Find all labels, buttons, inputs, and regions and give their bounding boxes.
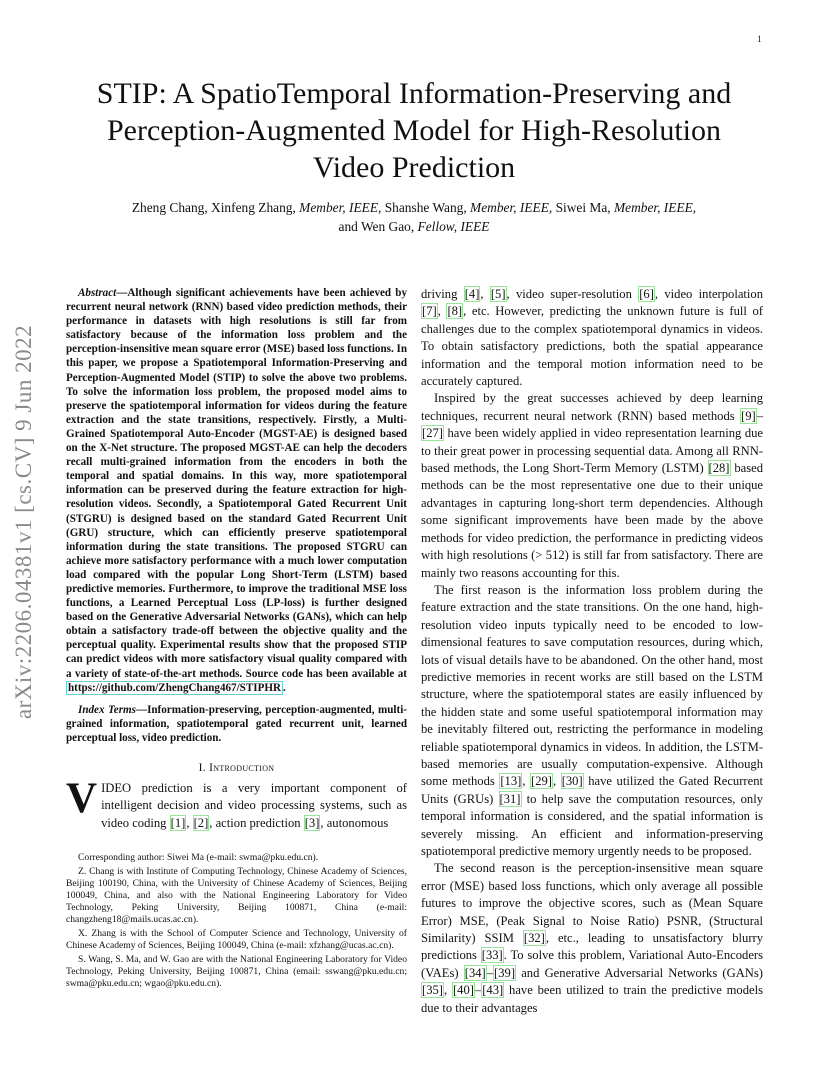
citation[interactable]: [31] — [499, 791, 521, 806]
arxiv-identifier: arXiv:2206.04381v1 [cs.CV] 9 Jun 2022 — [11, 324, 37, 720]
citation[interactable]: [34] — [464, 965, 486, 980]
abstract — [66, 286, 407, 695]
citation[interactable]: [43] — [482, 983, 504, 998]
author-names: and Wen Gao, — [338, 219, 418, 234]
author-list — [70, 198, 758, 236]
right-column — [421, 286, 763, 1017]
body-text: have been utilized to train the predictive models due to their advantages — [421, 983, 764, 1015]
abstract-text: —Although significant achievements have been achieved by recurrent neural network (RNN) based video prediction methods, their performance in datasets with high resolutions is still far from satisfactory because of the information loss problem and the perception-insensitive mean square error (MSE) based loss functions. In this paper, we propose a Spatiotemporal Information-Preserving and Perception-Augmented Model (STIP) to solve the above two problems. To solve the information loss problem, the proposed model aims to preserve the spatiotemporal information for videos during the feature extraction and the state transitions, respectively. Firstly, a Multi-Grained Spatiotemporal Auto-Encoder (MGST-AE) is designed based on the X-Net structure. The proposed MGST-AE can help the decoders recall multi-grained information from the encoders in both the temporal and spatial domains. In this way, more spatiotemporal information can be preserved during the feature extraction for high-resolution videos. Secondly, a Spatiotemporal Gated Recurrent Unit (STGRU) is designed based on the standard Gated Recurrent Unit (GRU) structure, which can efficiently preserve spatiotemporal information during the state transitions. The proposed STGRU can achieve more satisfactory performance with a much lower computation load compared with the popular Long Short-Term (LSTM) based predictive memories. Furthermore, to improve the traditional MSE loss functions, a Learned Perceptual Loss (LP-loss) is further designed based on the Generative Adversarial Networks (GANs), which can help obtain a satisfactory trade-off between the objective quality and the perceptual quality. Experimental results show that the proposed STIP can predict videos with more satisfactory visual quality compared with a variety of state-of-the-art methods. Source code has been available at — [66, 287, 407, 680]
paper-title: STIP: A SpatioTemporal Information-Preserving and Perception-Augmented Model for High-Resolution Video Prediction — [96, 77, 732, 184]
drop-cap: V — [66, 775, 98, 822]
citation[interactable]: [7] — [422, 304, 437, 319]
author-names: Zheng Chang, Xinfeng Zhang, — [131, 200, 300, 215]
index-terms-label: Index Terms — [78, 703, 136, 716]
author-role: Member, IEEE, — [613, 200, 697, 215]
body-text: , — [443, 983, 452, 998]
body-text: . To solve this problem, Variational Auto-Encoders (VAEs) — [421, 948, 764, 980]
body-text: The second reason is the perception-insensitive mean square error (MSE) based loss functions, which only average all possible futures to improve the objective scores, such as (Mean Square Error) MSE, (Peak Signal to Noise Ratio) PSNR, (Structural Similarity) SSIM — [421, 861, 763, 946]
index-terms — [66, 703, 407, 745]
body-text: , — [437, 304, 447, 319]
intro-paragraph — [66, 775, 407, 832]
body-paragraph — [421, 860, 763, 1017]
citation[interactable]: [27] — [422, 426, 443, 441]
citation[interactable]: [8] — [447, 304, 463, 319]
footnote-corresponding-author: Corresponding author: Siwei Ma (e-mail: swma@pku.edu.cn). — [78, 852, 319, 864]
abstract-end: . — [283, 681, 286, 694]
citation[interactable]: [29] — [531, 774, 552, 789]
citation[interactable]: [35] — [422, 983, 443, 998]
author-role: Member, IEEE, — [470, 200, 553, 215]
body-text: – — [486, 965, 494, 980]
footnote-affiliation: Z. Chang is with Institute of Computing Technology, Chinese Academy of Sciences, Beijing 100190, China, with the University of Chinese Academy of Sciences, Beijing 100049, China, and also with the National Engineering Laboratory for Video Technology, Peking University, Beijing 100871, China (e-mail: changzheng18@mails.ucas.ac.cn). — [66, 866, 407, 926]
author-role: Fellow, IEEE — [417, 219, 490, 234]
citation[interactable]: [30] — [561, 774, 583, 789]
author-role: Member, IEEE, — [299, 200, 382, 215]
body-text: The first reason is the information loss problem during the feature extraction and the state transitions. On the one hand, high-resolution video inputs typically need to be encoded to low-dimensional features to save computation resources, during which, lots of visual details have to be abandoned. On the other hand, most predictive memories in recent works are still based on the LSTM structure, where the spatiotemporal states are easily influenced by the hidden state and some useful spatiotemporal information may be inevitably filtered out, restricting the performance in modeling reliable spatiotemporal dynamics in videos. In addition, the LSTM-based memories are usually computation-expensive. Although some methods — [421, 582, 763, 789]
body-text: , etc., leading to unsatisfactory blurry predictions — [421, 931, 764, 963]
intro-text: , — [186, 815, 193, 830]
section-title: Introduction — [209, 762, 275, 774]
body-text: , video interpolation — [654, 287, 764, 301]
citation[interactable]: [40] — [452, 983, 474, 998]
citation[interactable]: [28] — [708, 461, 730, 476]
author-names: Shanshe Wang, — [381, 200, 471, 215]
citation[interactable]: [6] — [639, 287, 654, 301]
citation[interactable]: [5] — [490, 287, 506, 301]
citation[interactable]: [39] — [494, 965, 516, 980]
body-text: have been widely applied in video representation learning due to their great power in processing sequential data. Among all RNN-based methods, the Long Short-Term Memory (LSTM) — [421, 426, 763, 476]
body-text: Inspired by the great successes achieved by deep learning techniques, recurrent neural network (RNN) based methods — [421, 391, 763, 423]
page-number: 1 — [757, 34, 762, 44]
arxiv-watermark — [4, 292, 44, 752]
body-text: and Generative Adversarial Networks (GANs) — [516, 965, 763, 980]
intro-text: IDEO prediction is a very important component of intelligent decision and video processing systems, such as video coding — [101, 781, 407, 830]
body-text: driving — [421, 287, 464, 301]
citation[interactable]: [1] — [170, 815, 186, 830]
body-text: , etc. However, predicting the unknown future is full of challenges due to the complex spatiotemporal dynamics in videos. To obtain satisfactory predictions, both the spatial appearance information and the temporal motion information need to be accurately captured. — [421, 304, 763, 389]
body-text: , — [553, 774, 561, 789]
body-text: – — [756, 408, 763, 423]
left-column — [66, 286, 407, 992]
citation[interactable]: [13] — [500, 774, 522, 789]
source-code-link[interactable]: https://github.com/ZhengChang467/STIPHR — [68, 681, 281, 694]
body-text: , — [480, 287, 490, 301]
citation[interactable]: [3] — [304, 815, 320, 830]
body-text: based methods can be the most representative one due to their unique advantages in capturing long-short term dependencies. Although some significant improvements have been made by the above methods for video prediction, the performance in predicting videos with high resolutions (> 512) is still far from satisfactory. There are mainly two reasons accounting for this. — [421, 461, 764, 580]
body-text: – — [474, 983, 482, 998]
body-text: , video super-resolution — [506, 287, 639, 301]
citation[interactable]: [2] — [193, 815, 209, 830]
section-number: I. — [198, 762, 210, 774]
footnote-affiliation: S. Wang, S. Ma, and W. Gao are with the National Engineering Laboratory for Video Technology, Peking University, Beijing 100871, China (email: sswang@pku.edu.cn; swma@pku.edu.cn; wgao@pku.edu.cn). — [66, 954, 407, 990]
footnote-affiliation: X. Zhang is with the School of Computer Science and Technology, University of Chinese Academy of Sciences, Beijing 100049, China (e-mail: xfzhang@ucas.ac.cn). — [66, 928, 407, 952]
intro-text: , autonomous — [320, 815, 389, 830]
abstract-label: Abstract — [78, 287, 117, 299]
body-paragraph — [421, 582, 763, 861]
author-names: Siwei Ma, — [552, 200, 614, 215]
citation[interactable]: [9] — [741, 408, 756, 423]
footnotes — [66, 852, 407, 990]
intro-text: , action prediction — [209, 815, 304, 830]
citation[interactable]: [4] — [464, 287, 480, 301]
citation[interactable]: [33] — [481, 948, 503, 963]
body-paragraph — [421, 390, 763, 581]
body-paragraph — [421, 286, 763, 390]
section-heading-introduction — [66, 762, 407, 774]
body-text: to help save the computation resources, only temporal information is considered, and the spatial information is severely missing. An efficient and information-preserving spatiotemporal predictive memory urgently needs to be proposed. — [421, 791, 763, 858]
citation[interactable]: [32] — [523, 931, 545, 946]
body-text: have utilized the Gated Recurrent Units (GRUs) — [421, 774, 764, 806]
body-text: , — [522, 774, 531, 789]
index-terms-text: —Information-preserving, perception-augmented, multi-grained information, spatiotemporal gated recurrent unit, learned perceptual loss, video prediction. — [66, 703, 407, 744]
